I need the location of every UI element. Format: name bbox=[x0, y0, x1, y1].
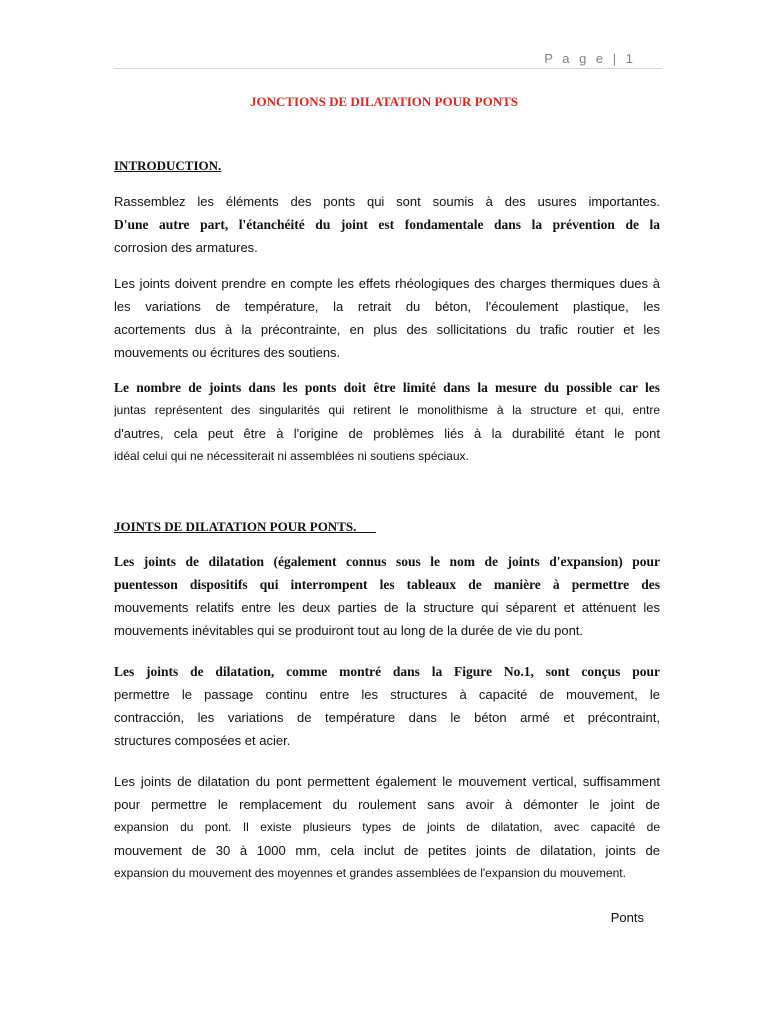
text-line: contracción, les variations de température dans le béton armé et précontraint, bbox=[114, 710, 660, 725]
text-line: Rassemblez les éléments des ponts qui sont soumis à des usures importantes. bbox=[114, 194, 660, 209]
text-line: structures composées et acier. bbox=[114, 733, 291, 748]
text-line: mouvements inévitables qui se produiront tout au long de la durée de vie du pont. bbox=[114, 623, 584, 638]
text-line: Les joints de dilatation (également connus sous le nom de joints d'expansion) pour bbox=[114, 554, 660, 569]
paragraph-2 bbox=[114, 272, 660, 364]
page-header bbox=[114, 50, 662, 69]
paragraph-4 bbox=[114, 550, 660, 642]
text-line: pour permettre le remplacement du roulement sans avoir à démonter le joint de bbox=[114, 797, 660, 812]
text-line: corrosion des armatures. bbox=[114, 240, 258, 255]
document-title: JONCTIONS DE DILATATION POUR PONTS bbox=[250, 94, 518, 109]
text-line: puentesson dispositifs qui interrompent les tableaux de manière à permettre des bbox=[114, 577, 660, 592]
text-line: Les joints de dilatation du pont permettent également le mouvement vertical, suffisamment bbox=[114, 774, 660, 789]
paragraph-3 bbox=[114, 376, 660, 468]
text-line: Les joints de dilatation, comme montré dans la Figure No.1, sont conçus pour bbox=[114, 664, 660, 679]
text-line: juntas représentent des singularités qui retirent le monolithisme à la structure et qui, entre bbox=[114, 403, 660, 417]
text-line: mouvement de 30 à 1000 mm, cela inclut de petites joints de dilatation, joints de bbox=[114, 843, 660, 858]
text-line: D'une autre part, l'étanchéité du joint est fondamentale dans la prévention de la bbox=[114, 217, 660, 232]
text-line: Les joints doivent prendre en compte les effets rhéologiques des charges thermiques dues à bbox=[114, 276, 660, 291]
footer-text: Ponts bbox=[610, 910, 644, 925]
text-line: d'autres, cela peut être à l'origine de problèmes liés à la durabilité étant le pont bbox=[114, 426, 660, 441]
paragraph-5 bbox=[114, 660, 660, 752]
text-line: expansion du mouvement des moyennes et grandes assemblées de l'expansion du mouvement. bbox=[114, 866, 626, 880]
text-line: permettre le passage continu entre les structures à capacité de mouvement, le bbox=[114, 687, 660, 702]
text-line: mouvements ou écritures des soutiens. bbox=[114, 345, 341, 360]
text-line: acortements dus à la précontrainte, en plus des sollicitations du trafic routier et les bbox=[114, 322, 660, 337]
text-line: idéal celui qui ne nécessiterait ni assemblées ni soutiens spéciaux. bbox=[114, 449, 469, 463]
paragraph-6 bbox=[114, 770, 660, 885]
section-heading-introduction: INTRODUCTION. bbox=[114, 158, 222, 173]
page-number: P a g e | 1 bbox=[544, 51, 636, 66]
paragraph-1 bbox=[114, 190, 660, 259]
text-line: les variations de température, la retrait du béton, l'écoulement plastique, les bbox=[114, 299, 660, 314]
text-line: mouvements relatifs entre les deux parties de la structure qui séparent et atténuent les bbox=[114, 600, 660, 615]
text-line: Le nombre de joints dans les ponts doit être limité dans la mesure du possible car les bbox=[114, 380, 660, 395]
section-heading-joints: JOINTS DE DILATATION POUR PONTS. bbox=[114, 519, 376, 534]
text-line: expansion du pont. Il existe plusieurs types de joints de dilatation, avec capacité de bbox=[114, 820, 660, 834]
